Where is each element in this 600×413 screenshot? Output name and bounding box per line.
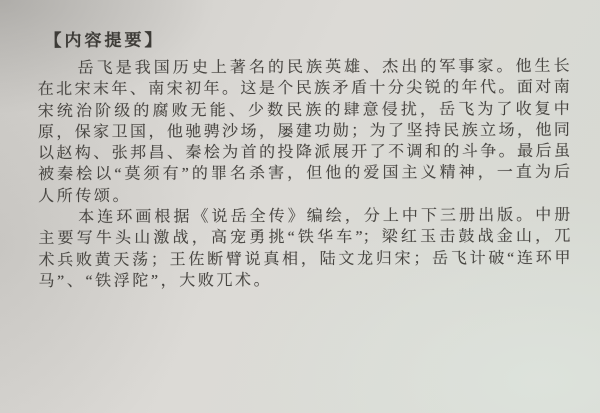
paragraph-2 <box>38 205 570 293</box>
paragraph-line: 岳飞是我国历史上著名的民族英雄、杰出的军事家。他生长 <box>77 57 570 77</box>
paragraph-line: 主要写牛头山激战，高宠勇挑“铁华车”；梁红玉击鼓战金山，兀 <box>38 228 571 248</box>
content-summary-block <box>37 29 570 293</box>
paragraph-line: 在北宋末年、南宋初年。这是个民族矛盾十分尖锐的年代。面对南 <box>37 79 570 99</box>
paragraph-line: 原，保家卫国，他驰骋沙场，屡建功勋；为了坚持民族立场，他同 <box>37 121 570 142</box>
paragraph-line: 以赵构、张邦昌、秦桧为首的投降派展开了不调和的斗争。最后虽 <box>37 143 570 163</box>
paragraph-line: 人所传颂。 <box>38 187 132 205</box>
paragraph-line: 被秦桧以“莫须有”的罪名杀害，但他的爱国主义精神，一直为后 <box>38 164 571 184</box>
paragraph-line: 术兵败黄天荡；王佐断臂说真相，陆文龙归宋；岳飞计破“连环甲 <box>38 249 571 269</box>
paragraph-1 <box>38 56 571 207</box>
section-heading: 【内容提要】 <box>44 30 165 51</box>
paragraph-line: 宋统治阶级的腐败无能、少数民族的肆意侵扰，岳飞为了收复中 <box>37 100 570 120</box>
paragraph-line: 马”、“铁浮陀”，大败兀术。 <box>38 272 273 291</box>
paragraph-line: 本连环画根据《说岳全传》编绘，分上中下三册出版。中册 <box>78 206 571 227</box>
